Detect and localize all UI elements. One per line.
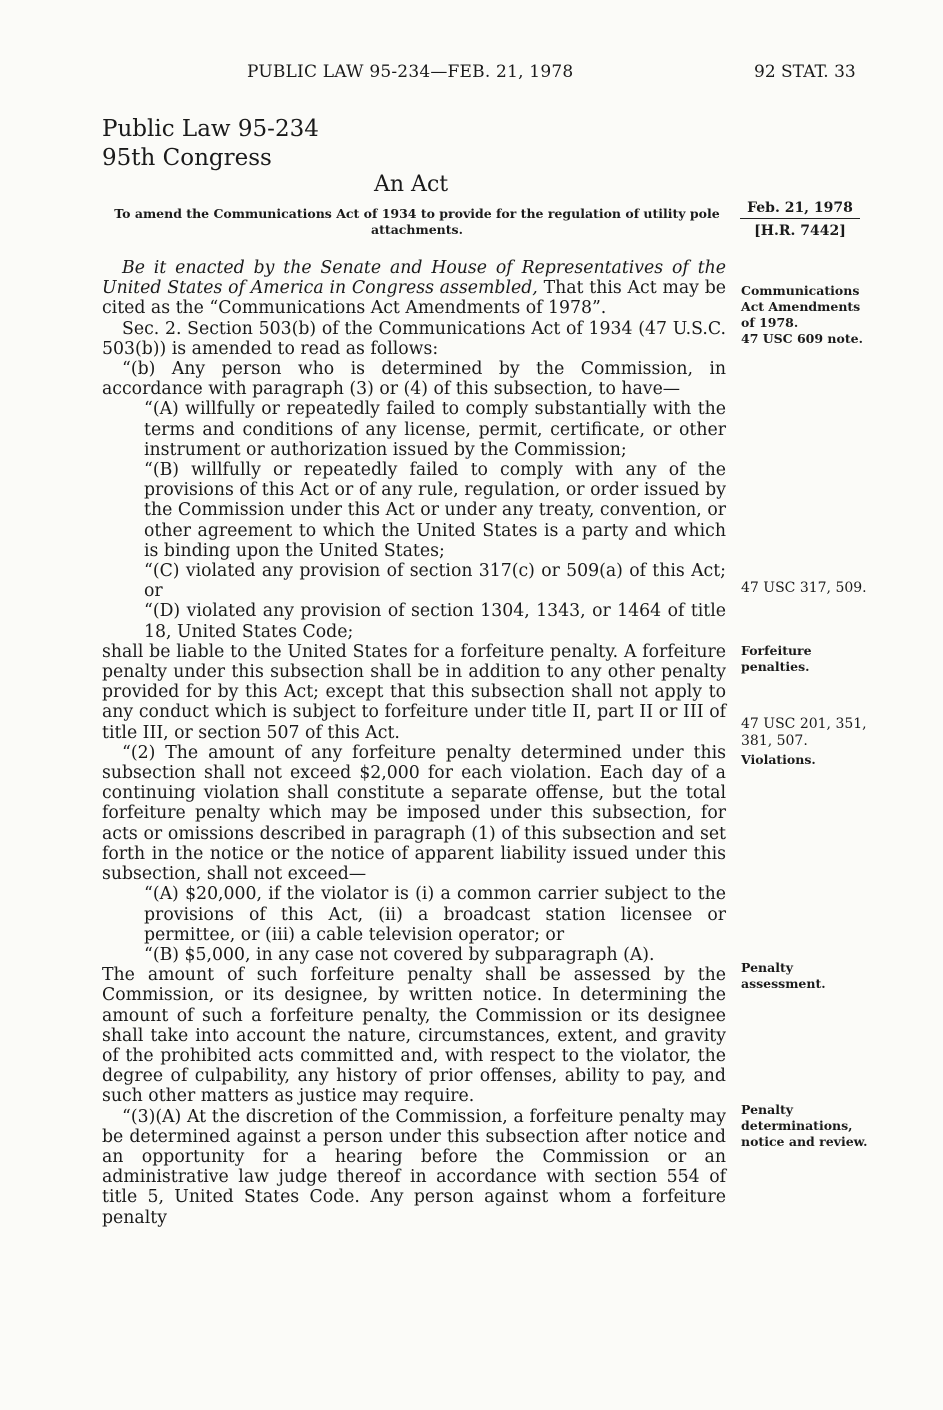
act-purpose: To amend the Communications Act of 1934 to provide for the regulation of utility pole attachments. xyxy=(114,206,720,237)
margin-note-penalty-determinations: Penalty determinations, notice and review. xyxy=(741,1102,868,1149)
margin-note-usc-317: 47 USC 317, 509. xyxy=(741,580,867,596)
enacting-clause xyxy=(102,258,726,319)
bill-number: [H.R. 7442] xyxy=(754,223,846,239)
public-law-number: Public Law 95-234 xyxy=(102,116,319,142)
margin-note-short-title: Communications Act Amendments of 1978. xyxy=(741,283,861,330)
clause-2-a: “(A) $20,000, if the violator is (i) a common carrier subject to the provisions of this Act, (ii) a broadcast station licensee or permittee, or (iii) a cable television operator; or xyxy=(144,884,726,945)
margin-note-violations: Violations. xyxy=(741,752,816,767)
margin-note-usc-201: 47 USC 201, 351, 381, 507. xyxy=(741,716,867,749)
enactment-date: Feb. 21, 1978 xyxy=(740,200,860,219)
clause-b1-d: “(D) violated any provision of section 1304, 1343, or 1464 of title 18, United States Code; xyxy=(144,601,726,642)
congress-number: 95th Congress xyxy=(102,145,272,171)
clause-2-b: “(B) $5,000, in any case not covered by subparagraph (A). xyxy=(144,944,655,965)
section-2: Sec. 2. Section 503(b) of the Communications Act of 1934 (47 U.S.C. 503(b)) is amended to read as follows: xyxy=(102,318,726,359)
margin-note-forfeiture: Forfeiture penalties. xyxy=(741,643,812,674)
enacting-clause-rest: That this Act may be cited as the “Communications Act Amendments of 1978”. xyxy=(102,278,727,319)
stat-page-ref: 92 STAT. 33 xyxy=(754,62,856,82)
clause-b1-a: “(A) willfully or repeatedly failed to comply substantially with the terms and conditions of any license, permit, certificate, or other instrument or authorization issued by the Commission; xyxy=(144,399,726,460)
clause-b1-c: “(C) violated any provision of section 317(c) or 509(a) of this Act; or xyxy=(144,561,726,602)
margin-note-penalty-assessment: Penalty assessment. xyxy=(741,960,826,991)
paragraph-2: “(2) The amount of any forfeiture penalty determined under this subsection shall not exceed $2,000 for each violation. Each day of a continuing violation shall constitute a separate offense, but the total forfeiture penalty which may be imposed under this subsection, for acts or omissions described in paragraph (1) of this subsection and set forth in the notice or the notice of apparent liability issued under this subsection, shall not exceed— xyxy=(102,742,726,885)
liability-text: shall be liable to the United States for a forfeiture penalty. A forfeiture penalty under this subsection shall be in addition to any other penalty provided for by this Act; except that this subsection shall not apply to any conduct which is subject to forfeiture under title II, part II or III of title III, or section 507 of this Act. xyxy=(102,641,726,743)
assessment-text: The amount of such forfeiture penalty shall be assessed by the Commission, or its designee, by written notice. In determining the amount of such a forfeiture penalty, the Commission or its designee shall take into account the nature, circumstances, extent, and gravity of the prohibited acts committed and, with respect to the violator, the degree of culpability, any history of prior offenses, ability to pay, and such other matters as justice may require. xyxy=(102,965,726,1107)
clause-b1-b: “(B) willfully or repeatedly failed to comply with any of the provisions of this Act or of any rule, regulation, or order issued by the Commission under this Act or under any treaty, convention, or other agreement to which the United States is a party and which is binding upon the United States; xyxy=(144,460,726,561)
running-head: PUBLIC LAW 95-234—FEB. 21, 1978 xyxy=(247,62,574,82)
margin-note-usc-609: 47 USC 609 note. xyxy=(741,331,863,346)
paragraph-b1: “(b) Any person who is determined by the Commission, in accordance with paragraph (3) or (4) of this subsection, to have— xyxy=(102,359,726,400)
an-act-heading: An Act xyxy=(374,172,449,197)
date-box xyxy=(740,200,860,239)
enacting-clause-italic: Be it enacted by the Senate and House of Representatives of the United States of America in Congress assembled, xyxy=(102,258,726,299)
statute-body xyxy=(102,258,726,1228)
paragraph-3: “(3)(A) At the discretion of the Commission, a forfeiture penalty may be determined against a person under this subsection after notice and an opportunity for a hearing before the Commission or an administrative law judge thereof in accordance with section 554 of title 5, United States Code. Any person against whom a forfeiture penalty xyxy=(102,1106,726,1228)
